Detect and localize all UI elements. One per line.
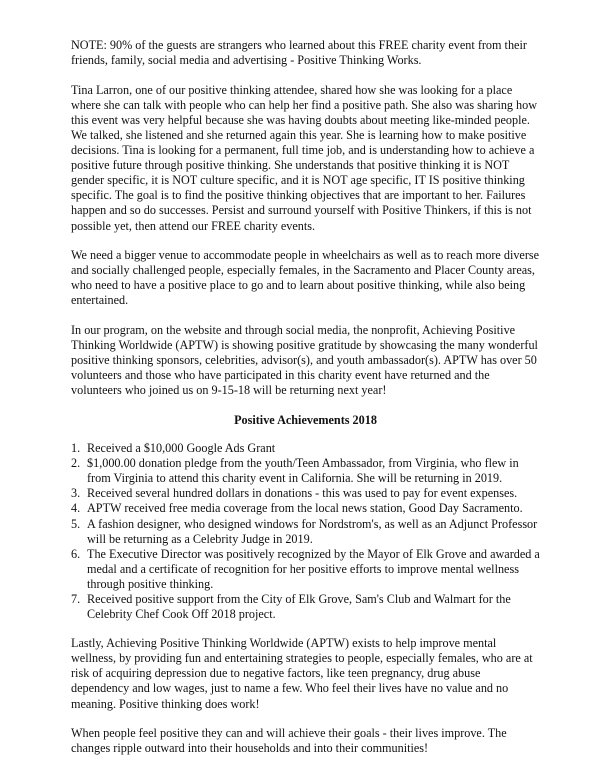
list-item (71, 592, 540, 622)
list-item-text: $1,000.00 donation pledge from the youth/Teen Ambassador, from Virginia, who flew in from Virginia to attend this charity event in California. She will be returning in 2019. (87, 456, 519, 486)
list-item-number: 3. (71, 486, 81, 501)
list-item (71, 441, 540, 456)
closing-paragraph: When people feel positive they can and will achieve their goals - their lives improve. The changes ripple outward into their households and into their communities! (71, 726, 507, 756)
list-item (71, 547, 540, 592)
list-item (71, 456, 540, 486)
list-item (71, 517, 540, 547)
list-item (71, 486, 540, 501)
list-item-number: 5. (71, 516, 81, 531)
list-item-number: 6. (71, 546, 81, 561)
venue-paragraph: We need a bigger venue to accommodate people in wheelchairs as well as to reach more diverse and socially challenged people, especially females, in the Sacramento and Placer County areas, who need to have a positive place to go and to learn about positive thinking, while also being entertained. (71, 248, 540, 308)
list-item-number: 2. (71, 456, 81, 471)
achievements-heading: Positive Achievements 2018 (234, 412, 377, 427)
list-item-number: 1. (71, 441, 81, 456)
list-item-text: Received positive support from the City of Elk Grove, Sam's Club and Walmart for the Celebrity Chef Cook Off 2018 project. (87, 592, 511, 622)
list-item-text: APTW received free media coverage from the local news station, Good Day Sacramento. (87, 501, 523, 516)
list-item-text: A fashion designer, who designed windows for Nordstrom's, as well as an Adjunct Professor will be returning as a Celebrity Judge in 2019. (87, 516, 538, 546)
note-paragraph: NOTE: 90% of the guests are strangers who learned about this FREE charity event from their friends, family, social media and advertising - Positive Thinking Works. (71, 38, 527, 68)
list-item-number: 7. (71, 592, 81, 606)
list-item-number: 4. (71, 501, 81, 516)
lastly-paragraph: Lastly, Achieving Positive Thinking Worldwide (APTW) exists to help improve mental wellness, by providing fun and entertaining strategies to people, especially females, who are at risk of acquiring depression due to negative factors, like teen pregnancy, drug abuse dependency and low wages, just to name a few. Who feel their lives have no value and no meaning. Positive thinking does work! (71, 636, 533, 711)
tina-story-paragraph: Tina Larron, one of our positive thinking attendee, shared how she was looking for a place where she can talk with people who can help her find a positive path. She also was sharing how this event was very helpful because she was having doubts about meeting like-minded people. We talked, she listened and she returned again this year. She is learning how to make positive decisions. Tina is looking for a permanent, full time job, and is understanding how to achieve a positive future through positive thinking. She understands that positive thinking it is NOT gender specific, it is NOT culture specific, and it is NOT age specific, IT IS positive thinking specific. The goal is to find the positive thinking objectives that are important to her. Failures happen and so do successes. Persist and surround yourself with Positive Thinkers, if this is not possible yet, then attend our FREE charity events. (71, 82, 538, 233)
list-item-text: Received a $10,000 Google Ads Grant (87, 441, 276, 456)
list-item (71, 501, 540, 516)
achievements-list (71, 441, 540, 622)
program-paragraph: In our program, on the website and through social media, the nonprofit, Achieving Positive Thinking Worldwide (APTW) is showing positive gratitude by showcasing the many wonderful positive thinking sponsors, celebrities, advisor(s), and youth ambassador(s). APTW has over 50 volunteers and those who have participated in this charity event have returned and the volunteers who joined us on 9-15-18 will be returning next year! (71, 323, 538, 398)
list-item-text: The Executive Director was positively recognized by the Mayor of Elk Grove and awarded a medal and a certificate of recognition for her positive efforts to improve mental wellness through positive thinking. (87, 546, 540, 591)
list-item-text: Received several hundred dollars in donations - this was used to pay for event expenses. (87, 486, 518, 501)
